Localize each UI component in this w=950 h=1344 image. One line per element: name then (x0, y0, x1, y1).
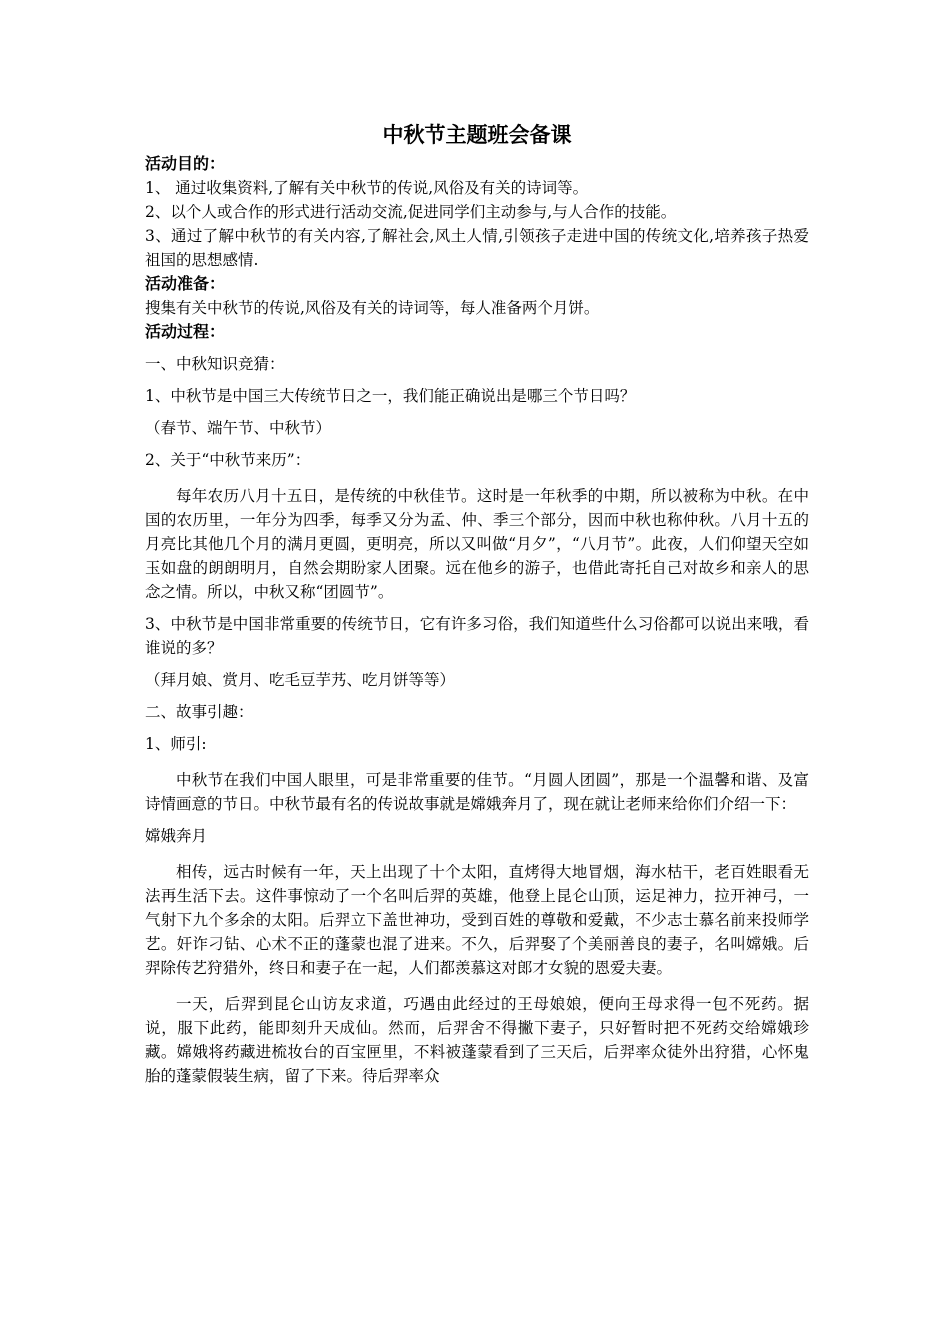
question-1: 1、中秋节是中国三大传统节日之一，我们能正确说出是哪三个节日吗？ (145, 387, 636, 405)
purpose-heading: 活动目的： (145, 154, 226, 173)
part2-heading: 二、故事引趣： (145, 703, 254, 721)
purpose-item-2: 2、以个人或合作的形式进行活动交流,促进同学们主动参与,与人合作的技能。 (145, 203, 677, 221)
prep-text: 搜集有关中秋节的传说,风俗及有关的诗词等，每人准备两个月饼。 (145, 299, 600, 317)
part1-heading: 一、中秋知识竞猜： (145, 355, 285, 373)
page-title: 中秋节主题班会备课 (382, 122, 572, 147)
question-3: 3、中秋节是中国非常重要的传统节日，它有许多习俗，我们知道些什么习俗都可以说出来哦，看谁说的多？ (145, 615, 809, 657)
purpose-item-3: 3、通过了解中秋节的有关内容,了解社会,风土人情,引领孩子走进中国的传统文化,培养孩子热爱祖国的思想感情. (145, 227, 809, 269)
document-page (145, 118, 809, 1088)
story-title: 嫦娥奔月 (145, 827, 208, 845)
answer-1: （春节、端午节、中秋节） (145, 419, 332, 437)
teacher-intro: 1、师引: (145, 735, 207, 753)
answer-3: （拜月娘、赏月、吃毛豆芋艿、吃月饼等等） (145, 671, 456, 689)
process-heading: 活动过程： (145, 322, 226, 341)
origin-paragraph: 每年农历八月十五日，是传统的中秋佳节。这时是一年秋季的中期，所以被称为中秋。在中国的农历里，一年分为四季，每季又分为孟、仲、季三个部分，因而中秋也称仲秋。八月十五的月亮比其他几个月的满月更圆，更明亮，所以又叫做“月夕”，“八月节”。此夜，人们仰望天空如玉如盘的朗朗明月，自然会期盼家人团聚。远在他乡的游子，也借此寄托自己对故乡和亲人的思念之情。所以，中秋又称“团圆节”。 (145, 487, 809, 601)
prep-heading: 活动准备： (145, 274, 226, 293)
story-paragraph-1: 相传，远古时候有一年，天上出现了十个太阳，直烤得大地冒烟，海水枯干，老百姓眼看无法再生活下去。这件事惊动了一个名叫后羿的英雄，他登上昆仑山顶，运足神力，拉开神弓，一气射下九个多余的太阳。后羿立下盖世神功，受到百姓的尊敬和爱戴，不少志士慕名前来投师学艺。奸诈刁钻、心术不正的蓬蒙也混了进来。不久，后羿娶了个美丽善良的妻子，名叫嫦娥。后羿除传艺狩猎外，终日和妻子在一起，人们都羡慕这对郎才女貌的恩爱夫妻。 (145, 863, 809, 977)
question-2: 2、关于“中秋节来历”： (145, 451, 311, 469)
purpose-item-1: 1、 通过收集资料,了解有关中秋节的传说,风俗及有关的诗词等。 (145, 179, 589, 197)
story-paragraph-2: 一天，后羿到昆仑山访友求道，巧遇由此经过的王母娘娘，便向王母求得一包不死药。据说，服下此药，能即刻升天成仙。然而，后羿舍不得撇下妻子，只好暂时把不死药交给嫦娥珍藏。嫦娥将药藏进梳妆台的百宝匣里，不料被蓬蒙看到了三天后，后羿率众徒外出狩猎，心怀鬼胎的蓬蒙假装生病，留了下来。待后羿率众 (145, 995, 809, 1085)
intro-paragraph: 中秋节在我们中国人眼里，可是非常重要的佳节。“月圆人团圆”，那是一个温馨和谐、及富诗情画意的节日。中秋节最有名的传说故事就是嫦娥奔月了，现在就让老师来给你们介绍一下： (145, 771, 809, 813)
